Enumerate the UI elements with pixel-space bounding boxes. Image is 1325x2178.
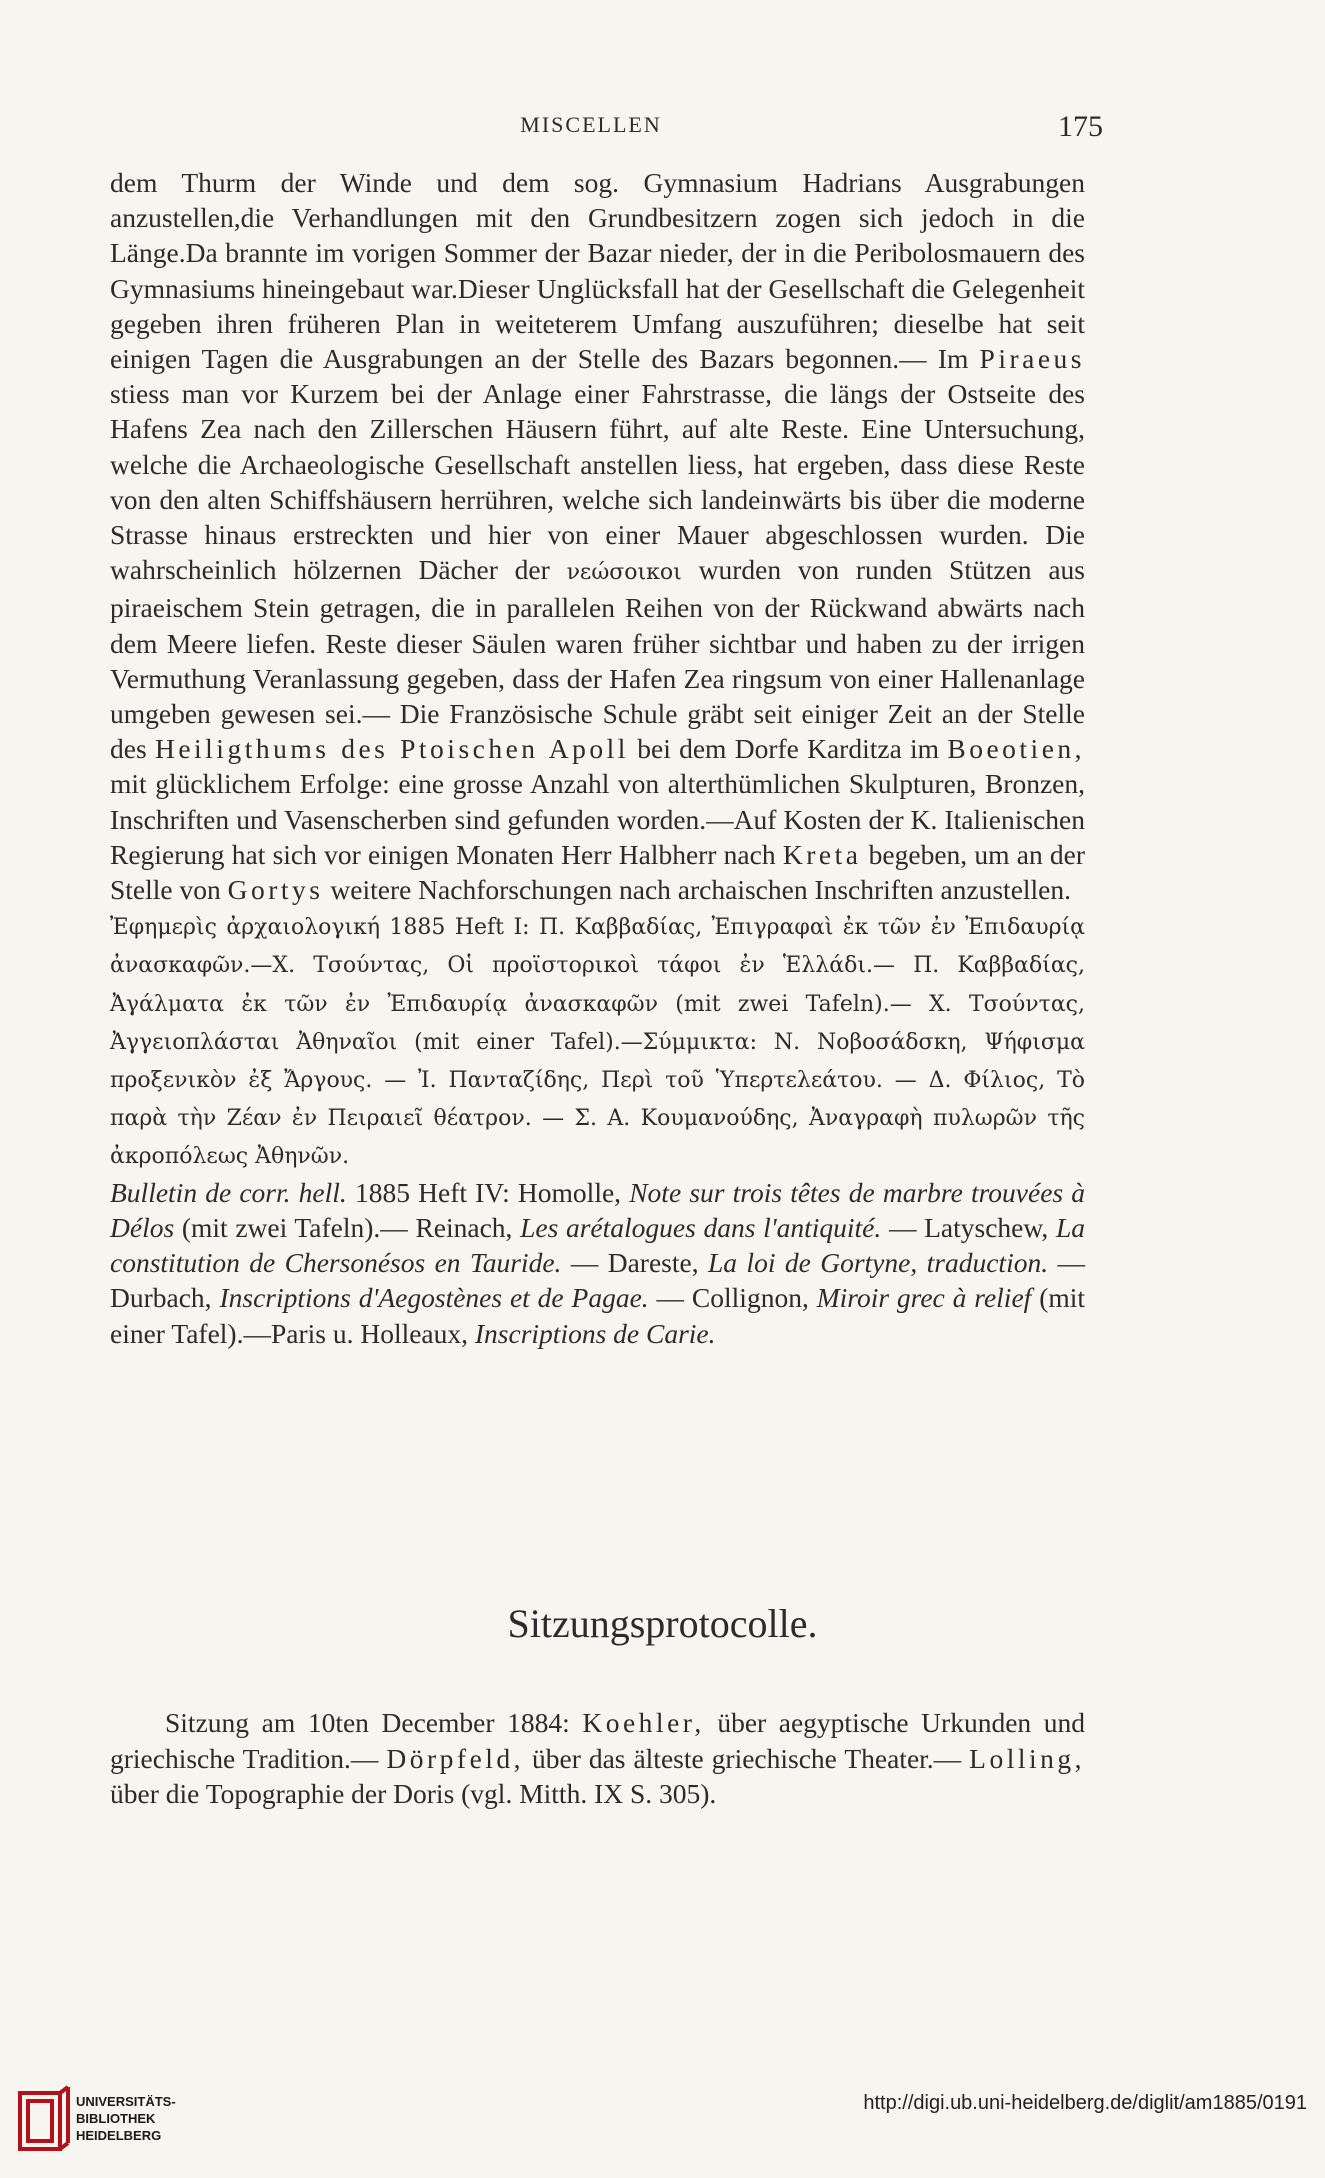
library-name [76,2093,176,2144]
text-run: Sitzung am 10ten December 1884: [165,1707,570,1738]
article-title: Les arétalogues dans l'antiquité. [520,1211,882,1243]
article-title: Note sur trois têtes de marbre trouvées à Délos [110,1176,1086,1243]
section-heading: Sitzungsprotocolle. [507,1601,818,1646]
speaker-doerpfeld: Dörpfeld, [386,1742,525,1774]
place-name-boeotien: Boeotien, [947,733,1086,765]
paragraph-ephemeris [110,907,1085,1174]
text-run: — Latyschew, [888,1211,1049,1243]
article-title: La loi de Gortyne, traduction. [707,1247,1049,1279]
text-run: über die Topographie der Doris (vgl. Mitth. IX S. 305). [110,1778,717,1809]
text-run: weitere Nachforschungen nach archaischen Inschriften anzustellen. [330,874,1072,906]
text-run: über das älteste griechische Theater.— [532,1742,962,1774]
place-name-gortys: Gortys [227,874,324,906]
running-head: MISCELLEN [520,112,662,137]
text-run: über aegyptische Urkunden und griechische Tradition.— [110,1707,1086,1774]
article-title: Inscriptions d'Aegostènes et de Pagae. [219,1282,649,1314]
text-run: 1885 Heft IV: Homolle, [354,1176,622,1208]
session-paragraph [110,1705,1085,1812]
speaker-lolling: Lolling, [969,1742,1085,1774]
logo-line: HEIDELBERG [76,2128,162,2143]
greek-contents: 1885 Heft I: Π. Καββαδίας, Ἐπιγραφαὶ ἐκ τῶν ἐν Ἐπιδαυρίᾳ ἀνασκαφῶν.—Χ. Τσούντας, Οἱ προϊστορικοὶ τάφοι ἐν Ἑλλάδι.— Π. Καββαδίας, Ἀγάλματα ἐκ τῶν ἐν Ἐπιδαυρίᾳ ἀνασκαφῶν (mit zwei Tafeln).— Χ. Τσούντας, Ἀγγειοπλάσται Ἀθηναῖοι (mit einer Tafel).—Σύμμικτα: Ν. Νοβοσάδσκη, Ψήφισμα προξενικὸν ἐξ Ἄργους. — Ἰ. Πανταζίδης, Περὶ τοῦ Ὑπερτελεάτου. — Δ. Φίλιος, Τὸ παρὰ τὴν Ζέαν ἐν Πειραιεῖ θέατρον. — Σ. Α. Κουμανούδης, Ἀναγραφὴ πυλωρῶν τῆς ἀκροπόλεως Ἀθηνῶν. [110,915,1085,1170]
text-run: (mit zwei Tafeln).— Reinach, [181,1211,513,1243]
text-run: — Durbach, [110,1247,1085,1314]
text-run: mit glücklichem Erfolge: eine grosse Anzahl von alterthümlichen Skulpturen, Bronzen, Inschriften und Vasenscherben sind gefunden worden.—Auf Kosten der K. Italienischen Regierung hat sich vor einigen Monaten Herr Halbherr nach [110,768,1085,870]
place-name-kreta: Kreta [782,838,862,870]
logo-line: BIBLIOTHEK [76,2111,156,2126]
library-emblem-icon [14,2085,72,2155]
article-title: Inscriptions de Carie. [474,1317,716,1349]
paragraph-excavations [110,165,1085,907]
source-url-link[interactable]: http://digi.ub.uni-heidelberg.de/diglit/am1885/0191 [863,2092,1307,2114]
article-title: La constitution de Chersonésos en Tauride. [110,1211,1086,1279]
text-run: — Collignon, [656,1282,809,1314]
article-title: Miroir grec à relief [816,1282,1032,1314]
page-number: 175 [1058,110,1103,143]
text-run: dem Thurm der Winde und dem sog. Gymnasium Hadrians Ausgrabungen anzustellen,die Verhandlungen mit den Grundbesitzern zogen sich jedoch in die Länge.Da brannte im vorigen Sommer der Bazar nieder, der in die Peribolosmauern des Gymnasiums hineingebaut war.Dieser Unglücksfall hat der Gesellschaft die Gelegenheit gegeben ihren früheren Plan in weiteterem Umfang auszuführen; dieselbe hat seit einigen Tagen die Ausgrabungen an der Stelle des Bazars begonnen.— Im [110,167,1085,375]
text-run: — Dareste, [570,1247,699,1279]
speaker-koehler: Koehler, [582,1707,705,1738]
journal-title-bulletin: Bulletin de corr. hell. [110,1176,347,1208]
text-run: begeben, um an der Stelle von [110,838,1086,906]
journal-title-greek: Ἐφημερὶς ἀρχαιολογική [110,915,381,941]
library-logo [14,2085,174,2160]
paragraph-bulletin [110,1175,1085,1351]
text-run: bei dem Dorfe Karditza im [637,733,940,765]
greek-term: νεώσοικοι [566,560,682,586]
text-run: wurden von runden Stützen aus piraeischem Stein getragen, die in parallelen Reihen von der Rückwand abwärts nach dem Meere liefen. Reste dieser Säulen waren früher sichtbar und haben zu der irrigen Vermuthung Veranlassung gegeben, dass der Hafen Zea ringsum von einer Hallenanlage umgeben gewesen sei.— Die Französische Schule gräbt seit einiger Zeit an der Stelle des [110,554,1085,765]
text-run: (mit einer Tafel).—Paris u. Holleaux, [110,1282,1086,1349]
place-name-piraeus: Piraeus [979,343,1086,375]
body-text [110,165,1085,1351]
text-run: stiess man vor Kurzem bei der Anlage einer Fahrstrasse, die längs der Ostseite des Hafens Zea nach den Zillerschen Häusern führt, auf alte Reste. Eine Untersuchung, welche die Archaeologische Gesellschaft anstellen liess, hat ergeben, dass diese Reste von den alten Schiffshäusern herrühren, welche sich landeinwärts bis über die moderne Strasse hinaus erstreckten und hier von einer Mauer abgeschlossen wurden. Die wahrscheinlich hölzernen Dächer der [110,378,1085,586]
logo-line: UNIVERSITÄTS- [76,2094,176,2109]
place-name-heiligthum: Heiligthums des Ptoischen Apoll [154,733,629,765]
